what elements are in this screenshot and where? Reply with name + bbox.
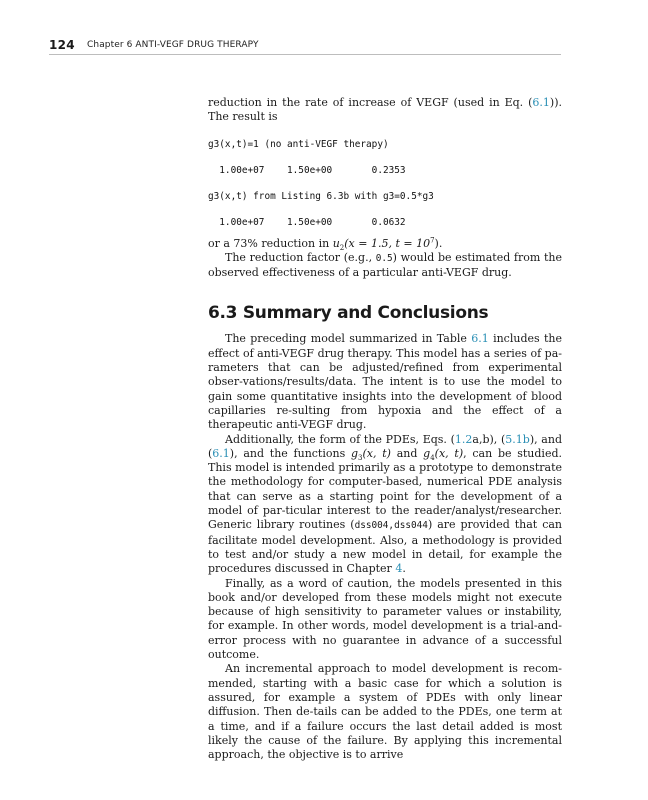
p2-text-4: ), and the functions xyxy=(229,446,351,460)
running-header xyxy=(49,38,561,55)
code-line-with-therapy: g3(x,t) from Listing 6.3b with g3=0.5*g3 xyxy=(208,190,434,202)
factor-code: 0.5 xyxy=(375,252,393,264)
reduction-line xyxy=(208,237,562,251)
g4-function: g xyxy=(423,446,431,460)
summary-paragraph-3: Finally, as a word of caution, the models presented in this book and/or developed from these models might not execute because of high sensitivity to parameter values or instability, for example. In other words, model development is a trial-and-error process with no guarantee in advance of a successful outcome. xyxy=(208,576,562,662)
eq-link-6-1[interactable]: 6.1 xyxy=(532,96,550,109)
page-body xyxy=(208,96,562,762)
intro-paragraph xyxy=(208,96,562,125)
g4-args: (x, t) xyxy=(434,446,464,460)
reduction-suffix: ). xyxy=(434,236,443,250)
p2-text-6: , can be studied. This model is intended primarily as a prototype to demonstrate the methodology for computer-based, numerical PDE analysis that can serve as a starting point for the development of a model of par-ticular interest to the reader/analyst/researcher. Generic library routines ( xyxy=(208,446,563,532)
p2-text-2: a,b), ( xyxy=(472,432,506,446)
p1-text-tail: includes the effect of anti-VEGF drug therapy. This model has a series of pa-rameters that can be adjusted/refined from experimental obser-vations/results/data. The intent is to use the model to gain some quantitative insights into the development of blood capillaries re-sulting from hypoxia and the effect of a therapeutic anti-VEGF drug. xyxy=(208,332,562,432)
p1-text: The preceding model summarized in Table xyxy=(225,332,472,346)
p2-text-5: and xyxy=(390,446,424,460)
summary-paragraph-4: An incremental approach to model development is recom-mended, starting with a basic case for which a solution is assured, for example a system of PDEs with only linear diffusion. Then de-tails can be added to the PDEs, one term at a time, and if a failure occurs the last detail added is most likely the cause of the failure. By applying this incremental approach, the objective is to arrive xyxy=(208,662,562,762)
intro-text-tail: )). The result is xyxy=(208,96,562,124)
p2-text-7: ) are provided that can facilitate model development. Also, a methodology is provided to test and/or study a new model in detail, for example the procedures discussed in Chapter xyxy=(208,518,562,576)
summary-paragraph-2 xyxy=(208,433,562,577)
g3-function: g xyxy=(350,446,359,460)
eq-link-6-1b[interactable]: 6.1 xyxy=(212,446,230,460)
p2-text-3: ), and ( xyxy=(208,432,562,460)
summary-paragraph-1 xyxy=(208,332,562,432)
section-heading: 6.3 Summary and Conclusions xyxy=(208,303,489,324)
u-subscript: 2 xyxy=(339,243,345,252)
g4-subscript: 4 xyxy=(430,454,435,463)
p2-text-8: . xyxy=(402,562,406,576)
routine-names-code: dss004,dss044 xyxy=(354,520,428,532)
g3-args: (x, t) xyxy=(362,446,391,460)
u-variable: u xyxy=(332,236,340,250)
intro-text: reduction in the rate of increase of VEGF (used in Eq. ( xyxy=(208,96,533,109)
factor-text-tail: ) would be estimated from the observed effectiveness of a particular anti-VEGF drug. xyxy=(208,250,562,280)
p2-text-1: Additionally, the form of the PDEs, Eqs. ( xyxy=(225,432,455,446)
eq-link-1-2[interactable]: 1.2 xyxy=(454,432,473,446)
running-head-title: Chapter 6 ANTI-VEGF DRUG THERAPY xyxy=(87,40,259,50)
table-link-6-1[interactable]: 6.1 xyxy=(471,332,489,346)
page-number: 124 xyxy=(49,38,75,52)
code-output-row-2: 1.00e+07 1.50e+00 0.0632 xyxy=(208,216,406,228)
g3-subscript: 3 xyxy=(358,454,363,463)
eq-link-5-1b[interactable]: 5.1b xyxy=(505,432,530,446)
factor-text: The reduction factor (e.g., xyxy=(225,250,376,264)
reduction-prefix: or a 73% reduction in xyxy=(208,236,333,250)
reduction-factor-paragraph xyxy=(208,251,562,281)
code-output-row-1: 1.00e+07 1.50e+00 0.2353 xyxy=(208,164,406,176)
u-args: (x = 1.5, t = 10 xyxy=(344,236,431,250)
chapter-link-4[interactable]: 4 xyxy=(395,562,403,576)
exponent: 7 xyxy=(430,235,435,244)
code-line-no-therapy: g3(x,t)=1 (no anti-VEGF therapy) xyxy=(208,138,389,150)
